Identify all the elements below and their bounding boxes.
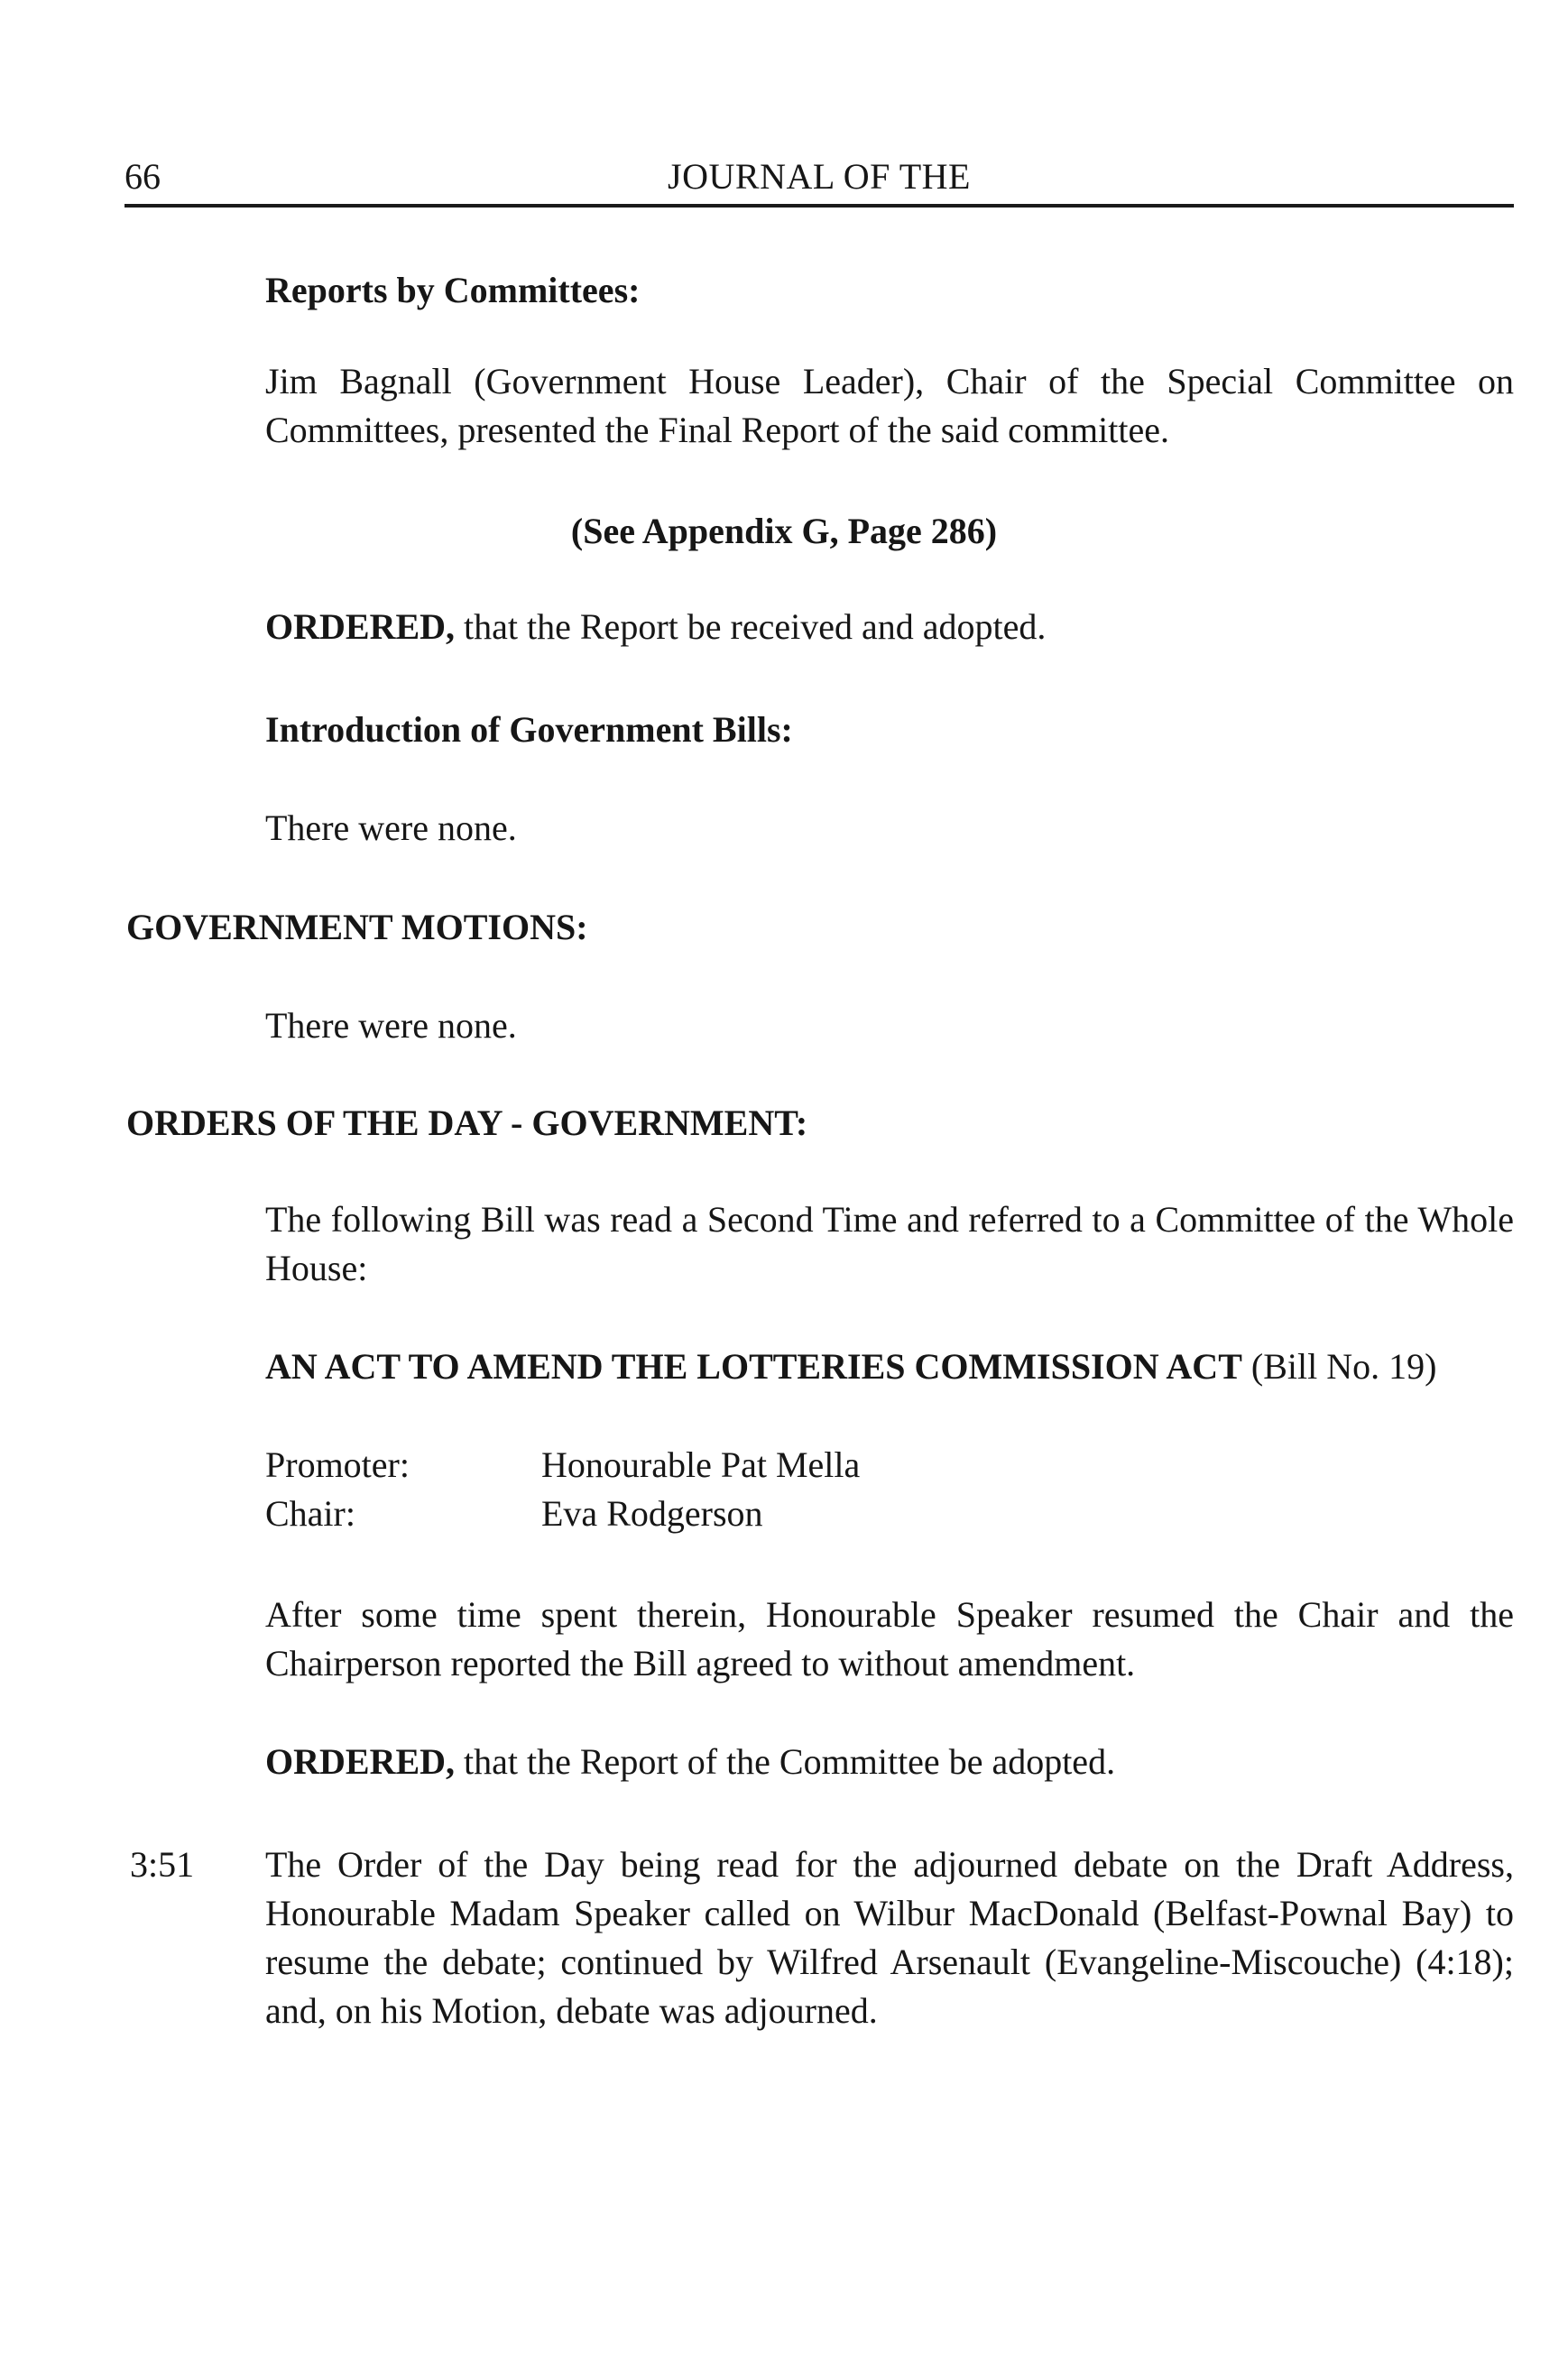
bill-title xyxy=(265,1342,1514,1391)
promoter-label: Promoter: xyxy=(265,1444,410,1485)
ordered-committee-adopted xyxy=(265,1738,1115,1786)
debate-paragraph: The Order of the Day being read for the adjourned debate on the Draft Address, Honourable Madam Speaker called on Wilbur MacDonald (Belfast-Pownal Bay) to resume the debate; continued by Wilfred Arsenault (Evangeline-Miscouche) (4:18); and, on his Motion, debate was adjourned. xyxy=(265,1844,1514,2031)
ordered-keyword: ORDERED, xyxy=(265,606,456,647)
orders-of-day-heading: ORDERS OF THE DAY - GOVERNMENT: xyxy=(126,1102,808,1143)
orders-intro-paragraph: The following Bill was read a Second Time and referred to a Committee of the Whole House: xyxy=(265,1199,1514,1288)
promoter-value: Honourable Pat Mella xyxy=(541,1444,861,1485)
government-motions-text: There were none. xyxy=(265,1005,517,1046)
page-header xyxy=(125,150,1514,208)
journal-title: JOURNAL OF THE xyxy=(668,156,971,197)
bill-title-main: AN ACT TO AMEND THE LOTTERIES COMMISSION ACT xyxy=(265,1346,1242,1387)
page-number: 66 xyxy=(125,156,161,197)
intro-bills-text: There were none. xyxy=(265,807,517,848)
bill-number: (Bill No. 19) xyxy=(1241,1346,1437,1387)
chair-label: Chair: xyxy=(265,1493,355,1534)
ordered-keyword: ORDERED, xyxy=(265,1741,456,1782)
appendix-reference: (See Appendix G, Page 286) xyxy=(570,511,998,551)
ordered-text: that the Report of the Committee be adopted. xyxy=(455,1741,1116,1782)
debate-timestamp: 3:51 xyxy=(130,1844,195,1885)
ordered-text: that the Report be received and adopted. xyxy=(455,606,1047,647)
reports-heading: Reports by Committees: xyxy=(265,270,641,310)
government-motions-heading: GOVERNMENT MOTIONS: xyxy=(126,907,588,947)
committee-report-paragraph: After some time spent therein, Honourable Speaker resumed the Chair and the Chairperson reported the Bill agreed to without amendment. xyxy=(265,1594,1514,1684)
chair-value: Eva Rodgerson xyxy=(541,1493,763,1534)
reports-paragraph: Jim Bagnall (Government House Leader), Chair of the Special Committee on Committees, presented the Final Report of the said committee. xyxy=(265,361,1514,450)
intro-bills-heading: Introduction of Government Bills: xyxy=(265,709,793,750)
ordered-received-adopted xyxy=(265,603,1046,651)
